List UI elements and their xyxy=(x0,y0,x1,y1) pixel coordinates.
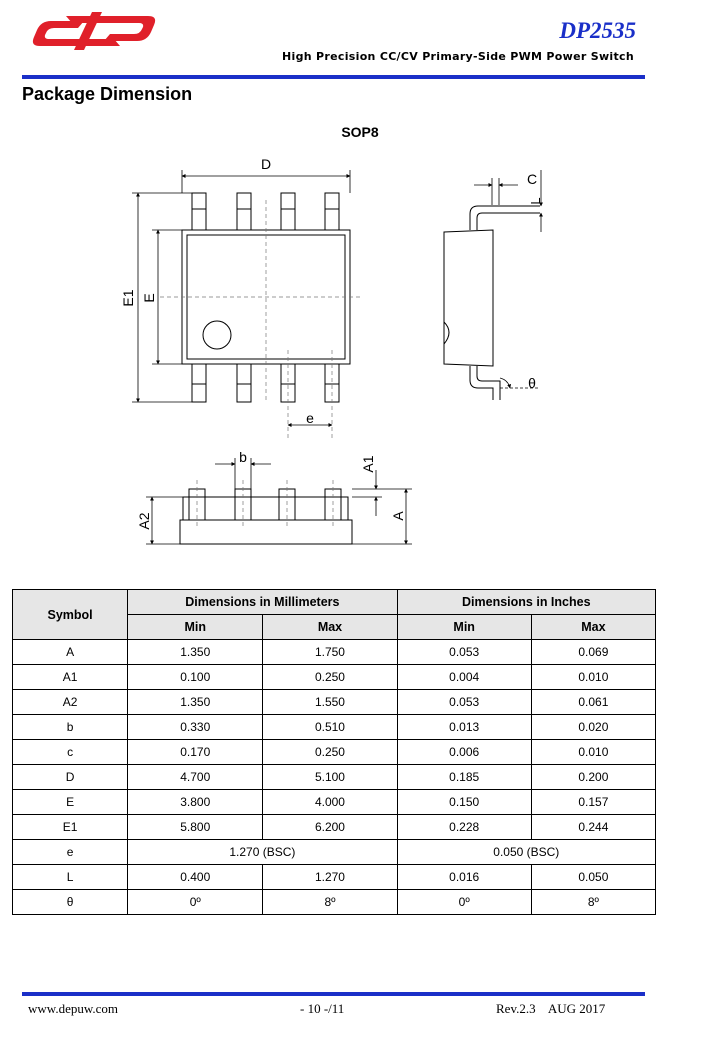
cell-mm-min: 0.170 xyxy=(128,740,263,765)
cell-mm-min: 0.400 xyxy=(128,865,263,890)
cell-mm-max: 0.510 xyxy=(263,715,397,740)
cell-symbol: θ xyxy=(13,890,128,915)
cell-mm-max: 6.200 xyxy=(263,815,397,840)
in-max-header: Max xyxy=(531,615,655,640)
label-A2: A2 xyxy=(136,512,152,530)
cell-mm-max: 0.250 xyxy=(263,740,397,765)
cell-mm-max: 1.270 xyxy=(263,865,397,890)
table-row xyxy=(13,640,656,665)
document-subtitle: High Precision CC/CV Primary-Side PWM Power Switch xyxy=(282,50,634,63)
footer-revision: Rev.2.3 AUG 2017 xyxy=(496,1001,606,1016)
cell-in-min: 0.185 xyxy=(397,765,531,790)
label-theta: θ xyxy=(528,375,536,391)
table-row xyxy=(13,865,656,890)
label-L: L xyxy=(528,197,543,205)
cell-in-min: 0.053 xyxy=(397,640,531,665)
table-row xyxy=(13,765,656,790)
cell-symbol: A2 xyxy=(13,690,128,715)
mm-max-header: Max xyxy=(263,615,397,640)
cell-mm-max: 8º xyxy=(263,890,397,915)
table-row xyxy=(13,790,656,815)
cell-mm-min: 0.100 xyxy=(128,665,263,690)
in-min-header: Min xyxy=(397,615,531,640)
cell-mm-max: 5.100 xyxy=(263,765,397,790)
cell-in-max: 0.010 xyxy=(531,740,655,765)
cell-symbol: E1 xyxy=(13,815,128,840)
footer-website[interactable]: www.depuw.com xyxy=(28,1001,119,1016)
package-name: SOP8 xyxy=(341,124,379,140)
cell-mm-min: 4.700 xyxy=(128,765,263,790)
label-e: e xyxy=(306,410,314,426)
cell-in-min: 0.004 xyxy=(397,665,531,690)
cell-mm-min: 5.800 xyxy=(128,815,263,840)
cell-symbol: A xyxy=(13,640,128,665)
cell-mm-min: 1.350 xyxy=(128,640,263,665)
cell-in-min: 0.150 xyxy=(397,790,531,815)
cell-symbol: b xyxy=(13,715,128,740)
table-row xyxy=(13,890,656,915)
cell-symbol: c xyxy=(13,740,128,765)
cell-mm-max: 4.000 xyxy=(263,790,397,815)
cell-in-max: 8º xyxy=(531,890,655,915)
footer-page-number: - 10 -/11 xyxy=(300,1001,345,1016)
cell-mm-max: 0.250 xyxy=(263,665,397,690)
label-A: A xyxy=(390,511,406,521)
cell-in-max: 0.050 xyxy=(531,865,655,890)
cell-in-max: 0.020 xyxy=(531,715,655,740)
cell-in-max: 0.157 xyxy=(531,790,655,815)
symbol-header: Symbol xyxy=(13,590,128,640)
table-row xyxy=(13,840,656,865)
cell-in-max: 0.010 xyxy=(531,665,655,690)
cell-symbol: L xyxy=(13,865,128,890)
label-D: D xyxy=(260,156,272,172)
label-E: E xyxy=(141,293,157,303)
cell-mm-min: 3.800 xyxy=(128,790,263,815)
cell-mm-min: 0.330 xyxy=(128,715,263,740)
cell-in-min: 0.013 xyxy=(397,715,531,740)
cell-in-min: 0.053 xyxy=(397,690,531,715)
cell-mm-max: 1.550 xyxy=(263,690,397,715)
cell-in-span: 0.050 (BSC) xyxy=(397,840,655,865)
cell-in-min: 0.006 xyxy=(397,740,531,765)
cell-in-min: 0º xyxy=(397,890,531,915)
table-row xyxy=(13,665,656,690)
cell-in-min: 0.228 xyxy=(397,815,531,840)
cell-in-min: 0.016 xyxy=(397,865,531,890)
cell-symbol: e xyxy=(13,840,128,865)
label-E1: E1 xyxy=(120,289,136,307)
pin1-marker xyxy=(203,321,231,349)
in-header: Dimensions in Inches xyxy=(397,590,655,615)
part-number: DP2535 xyxy=(559,18,636,43)
cell-in-max: 0.061 xyxy=(531,690,655,715)
label-A1: A1 xyxy=(360,455,376,473)
cell-mm-span: 1.270 (BSC) xyxy=(128,840,397,865)
cell-in-max: 0.244 xyxy=(531,815,655,840)
cell-symbol: D xyxy=(13,765,128,790)
cell-mm-min: 1.350 xyxy=(128,690,263,715)
cell-symbol: E xyxy=(13,790,128,815)
label-b: b xyxy=(239,449,247,465)
cell-symbol: A1 xyxy=(13,665,128,690)
cell-mm-min: 0º xyxy=(128,890,263,915)
mm-min-header: Min xyxy=(128,615,263,640)
cell-in-max: 0.069 xyxy=(531,640,655,665)
table-row xyxy=(13,690,656,715)
cell-in-max: 0.200 xyxy=(531,765,655,790)
dimension-table xyxy=(12,589,656,915)
side-body xyxy=(444,230,493,366)
table-row xyxy=(13,815,656,840)
label-C: C xyxy=(526,171,538,187)
footer-rule xyxy=(22,992,645,996)
table-row xyxy=(13,740,656,765)
table-row xyxy=(13,715,656,740)
section-title: Package Dimension xyxy=(22,84,193,104)
mm-header: Dimensions in Millimeters xyxy=(128,590,397,615)
cell-mm-max: 1.750 xyxy=(263,640,397,665)
